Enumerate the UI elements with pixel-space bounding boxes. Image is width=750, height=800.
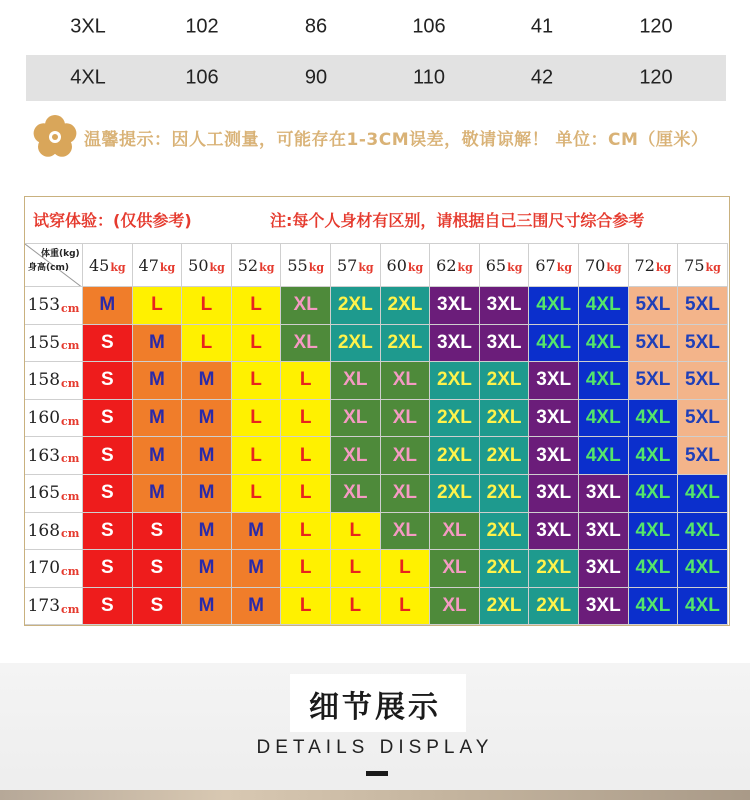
size-cell: 5XL: [678, 362, 728, 400]
weight-header: [83, 243, 133, 287]
size-cell: 2XL: [430, 400, 480, 438]
weight-header: [629, 243, 679, 287]
size-cell: L: [331, 588, 381, 626]
weight-value: 55: [287, 255, 308, 275]
size-cell: S: [133, 513, 183, 551]
size-cell: 3XL: [480, 325, 530, 363]
details-subtitle: DETAILS DISPLAY: [256, 737, 494, 758]
size-cell: 2XL: [480, 513, 530, 551]
height-header: [25, 325, 83, 363]
height-header: [25, 362, 83, 400]
size-cell: 2XL: [480, 437, 530, 475]
weight-unit: kg: [407, 260, 424, 274]
size-cell: M: [182, 588, 232, 626]
size-cell: 2XL: [331, 287, 381, 325]
height-unit: cm: [61, 339, 80, 353]
size-cell: M: [232, 550, 282, 588]
size-cell: L: [281, 475, 331, 513]
size-cell: L: [331, 513, 381, 551]
size-label: 3XL: [70, 15, 106, 38]
weight-unit: kg: [209, 260, 225, 274]
size-cell: 2XL: [331, 325, 381, 363]
size-cell: 2XL: [430, 362, 480, 400]
size-cell: 4XL: [529, 325, 579, 363]
size-cell: 3XL: [579, 513, 629, 551]
weight-unit: kg: [705, 260, 721, 274]
weight-header: [480, 243, 530, 287]
size-cell: 4XL: [579, 362, 629, 400]
details-title: 细节展示: [309, 690, 441, 725]
size-cell: 4XL: [629, 588, 679, 626]
size-cell: S: [133, 550, 183, 588]
size-label: 4XL: [70, 66, 106, 89]
size-cell: L: [182, 287, 232, 325]
weight-header: [133, 243, 183, 287]
measurement-value: 106: [185, 66, 219, 89]
size-cell: 3XL: [430, 287, 480, 325]
weight-header: [381, 243, 431, 287]
height-value: 153: [27, 295, 61, 316]
size-cell: 4XL: [629, 475, 679, 513]
weight-header: [529, 243, 579, 287]
size-cell: 2XL: [381, 325, 431, 363]
size-cell: 3XL: [529, 437, 579, 475]
size-cell: 2XL: [529, 588, 579, 626]
size-cell: L: [381, 550, 431, 588]
flower-icon: [32, 114, 78, 160]
size-cell: M: [133, 400, 183, 438]
height-unit: cm: [61, 527, 80, 541]
chart-title: 试穿体验：(仅供参考): [33, 211, 192, 230]
size-cell: 4XL: [629, 513, 679, 551]
size-cell: 2XL: [480, 475, 530, 513]
size-cell: L: [281, 588, 331, 626]
size-cell: 3XL: [430, 325, 480, 363]
size-cell: 3XL: [579, 475, 629, 513]
size-cell: 4XL: [529, 287, 579, 325]
height-axis-label: 身高(cm): [28, 263, 69, 273]
size-cell: XL: [430, 550, 480, 588]
size-cell: 4XL: [579, 437, 629, 475]
measurement-value: 102: [185, 15, 219, 38]
measurement-value: 90: [304, 66, 328, 89]
measurement-value: 120: [639, 15, 673, 38]
size-cell: 3XL: [579, 588, 629, 626]
weight-value: 65: [485, 255, 507, 275]
size-cell: S: [83, 437, 133, 475]
size-cell: M: [133, 437, 183, 475]
size-cell: S: [83, 400, 133, 438]
size-cell: 5XL: [678, 287, 728, 325]
chart-header: [25, 197, 729, 243]
measurement-tip: [32, 115, 708, 159]
height-header: [25, 475, 83, 513]
size-cell: M: [83, 287, 133, 325]
size-cell: 5XL: [678, 437, 728, 475]
height-header: [25, 588, 83, 626]
height-value: 155: [27, 332, 61, 353]
weight-header: [281, 243, 331, 287]
weight-unit: kg: [159, 260, 176, 274]
size-cell: XL: [281, 325, 331, 363]
weight-value: 45: [88, 255, 110, 275]
height-unit: cm: [61, 564, 80, 578]
size-cell: 5XL: [678, 325, 728, 363]
size-cell: L: [381, 588, 431, 626]
height-value: 163: [27, 445, 61, 466]
size-cell: S: [133, 588, 183, 626]
size-cell: M: [182, 550, 232, 588]
weight-unit: kg: [308, 260, 325, 274]
fit-reference-chart: [24, 196, 730, 626]
height-header: [25, 287, 83, 325]
height-value: 173: [27, 596, 61, 617]
height-header: [25, 550, 83, 588]
weight-unit: kg: [556, 260, 573, 274]
weight-header: [678, 243, 728, 287]
measurement-value: 110: [413, 66, 445, 89]
size-cell: L: [232, 325, 282, 363]
weight-header: [430, 243, 480, 287]
measurement-value: 42: [530, 66, 554, 89]
size-cell: L: [281, 437, 331, 475]
size-cell: 5XL: [678, 400, 728, 438]
size-cell: 4XL: [678, 513, 728, 551]
size-cell: 3XL: [480, 287, 530, 325]
measurement-value: 41: [530, 15, 554, 38]
size-cell: XL: [430, 588, 480, 626]
size-cell: 2XL: [430, 437, 480, 475]
size-cell: 3XL: [529, 513, 579, 551]
size-cell: 4XL: [678, 550, 728, 588]
measurement-value: 86: [304, 15, 328, 38]
size-cell: 4XL: [579, 325, 629, 363]
size-cell: 2XL: [480, 588, 530, 626]
size-cell: 3XL: [529, 475, 579, 513]
size-cell: L: [232, 400, 282, 438]
size-cell: XL: [430, 513, 480, 551]
size-cell: 2XL: [430, 475, 480, 513]
height-value: 160: [27, 408, 61, 429]
height-unit: cm: [61, 376, 80, 390]
size-cell: L: [281, 362, 331, 400]
measurement-value: 120: [639, 66, 673, 89]
measurement-value: 106: [412, 15, 446, 38]
size-cell: 2XL: [480, 550, 530, 588]
size-cell: 4XL: [579, 287, 629, 325]
size-cell: L: [232, 475, 282, 513]
weight-unit: kg: [655, 260, 672, 274]
size-cell: 2XL: [480, 400, 530, 438]
size-cell: XL: [381, 362, 431, 400]
size-cell: L: [281, 550, 331, 588]
size-cell: 2XL: [381, 287, 431, 325]
size-cell: L: [232, 362, 282, 400]
size-cell: M: [182, 513, 232, 551]
size-cell: M: [182, 437, 232, 475]
size-cell: S: [83, 550, 133, 588]
size-cell: M: [133, 475, 183, 513]
height-unit: cm: [61, 301, 80, 315]
weight-value: 47: [138, 255, 159, 275]
size-cell: L: [331, 550, 381, 588]
weight-value: 50: [188, 255, 209, 275]
size-cell: M: [133, 362, 183, 400]
size-cell: S: [83, 325, 133, 363]
height-unit: cm: [61, 452, 80, 466]
size-cell: 2XL: [529, 550, 579, 588]
size-cell: S: [83, 362, 133, 400]
weight-value: 75: [684, 255, 705, 275]
height-unit: cm: [61, 489, 80, 503]
size-cell: L: [281, 513, 331, 551]
size-cell: XL: [381, 475, 431, 513]
size-cell: 4XL: [579, 400, 629, 438]
size-cell: XL: [331, 475, 381, 513]
height-header: [25, 400, 83, 438]
weight-unit: kg: [606, 260, 622, 274]
size-cell: XL: [331, 400, 381, 438]
chart-note: 注:每个人身材有区别，请根据自己三围尺寸综合参考: [270, 211, 645, 230]
size-cell: S: [83, 513, 133, 551]
size-cell: XL: [281, 287, 331, 325]
size-cell: XL: [331, 437, 381, 475]
size-cell: L: [182, 325, 232, 363]
product-photo-edge: [0, 790, 750, 800]
weight-header: [232, 243, 282, 287]
size-cell: L: [281, 400, 331, 438]
height-value: 170: [27, 558, 61, 579]
weight-value: 62: [436, 255, 457, 275]
height-header: [25, 437, 83, 475]
size-cell: L: [232, 287, 282, 325]
size-cell: L: [232, 437, 282, 475]
size-cell: M: [133, 325, 183, 363]
size-cell: M: [232, 513, 282, 551]
size-table-row: [26, 55, 726, 101]
size-cell: 3XL: [529, 400, 579, 438]
size-table-row: [26, 4, 726, 50]
size-cell: S: [83, 588, 133, 626]
weight-header: [331, 243, 381, 287]
weight-unit: kg: [259, 260, 275, 274]
size-cell: 4XL: [629, 400, 679, 438]
corner-header: [25, 243, 83, 287]
weight-axis-label: 体重(kg): [41, 249, 80, 259]
size-cell: 4XL: [629, 437, 679, 475]
height-unit: cm: [61, 414, 80, 428]
weight-value: 67: [535, 255, 556, 275]
size-cell: 3XL: [529, 362, 579, 400]
size-cell: XL: [331, 362, 381, 400]
height-value: 158: [27, 370, 61, 391]
size-cell: M: [232, 588, 282, 626]
weight-value: 57: [336, 255, 358, 275]
height-value: 168: [27, 520, 61, 541]
size-cell: XL: [381, 437, 431, 475]
weight-value: 60: [386, 255, 407, 275]
weight-header: [182, 243, 232, 287]
size-cell: XL: [381, 400, 431, 438]
size-cell: 4XL: [678, 588, 728, 626]
size-cell: 4XL: [629, 550, 679, 588]
weight-unit: kg: [358, 260, 374, 274]
weight-value: 52: [237, 255, 259, 275]
size-cell: M: [182, 362, 232, 400]
tip-text: 温馨提示：因人工测量，可能存在1-3CM误差，敬请谅解！ 单位：CM（厘米）: [84, 129, 709, 150]
weight-unit: kg: [457, 260, 473, 274]
size-cell: M: [182, 400, 232, 438]
size-cell: 3XL: [579, 550, 629, 588]
size-cell: M: [182, 475, 232, 513]
size-cell: 5XL: [629, 362, 679, 400]
size-cell: XL: [381, 513, 431, 551]
size-cell: 4XL: [678, 475, 728, 513]
size-cell: L: [133, 287, 183, 325]
weight-unit: kg: [507, 260, 523, 274]
size-cell: 2XL: [480, 362, 530, 400]
weight-value: 70: [584, 255, 606, 275]
size-cell: S: [83, 475, 133, 513]
size-cell: 5XL: [629, 325, 679, 363]
height-value: 165: [27, 483, 61, 504]
weight-header: [579, 243, 629, 287]
divider-bar: [366, 771, 388, 776]
weight-unit: kg: [110, 260, 126, 274]
weight-value: 72: [634, 255, 655, 275]
size-cell: 5XL: [629, 287, 679, 325]
height-header: [25, 513, 83, 551]
height-unit: cm: [61, 602, 80, 616]
